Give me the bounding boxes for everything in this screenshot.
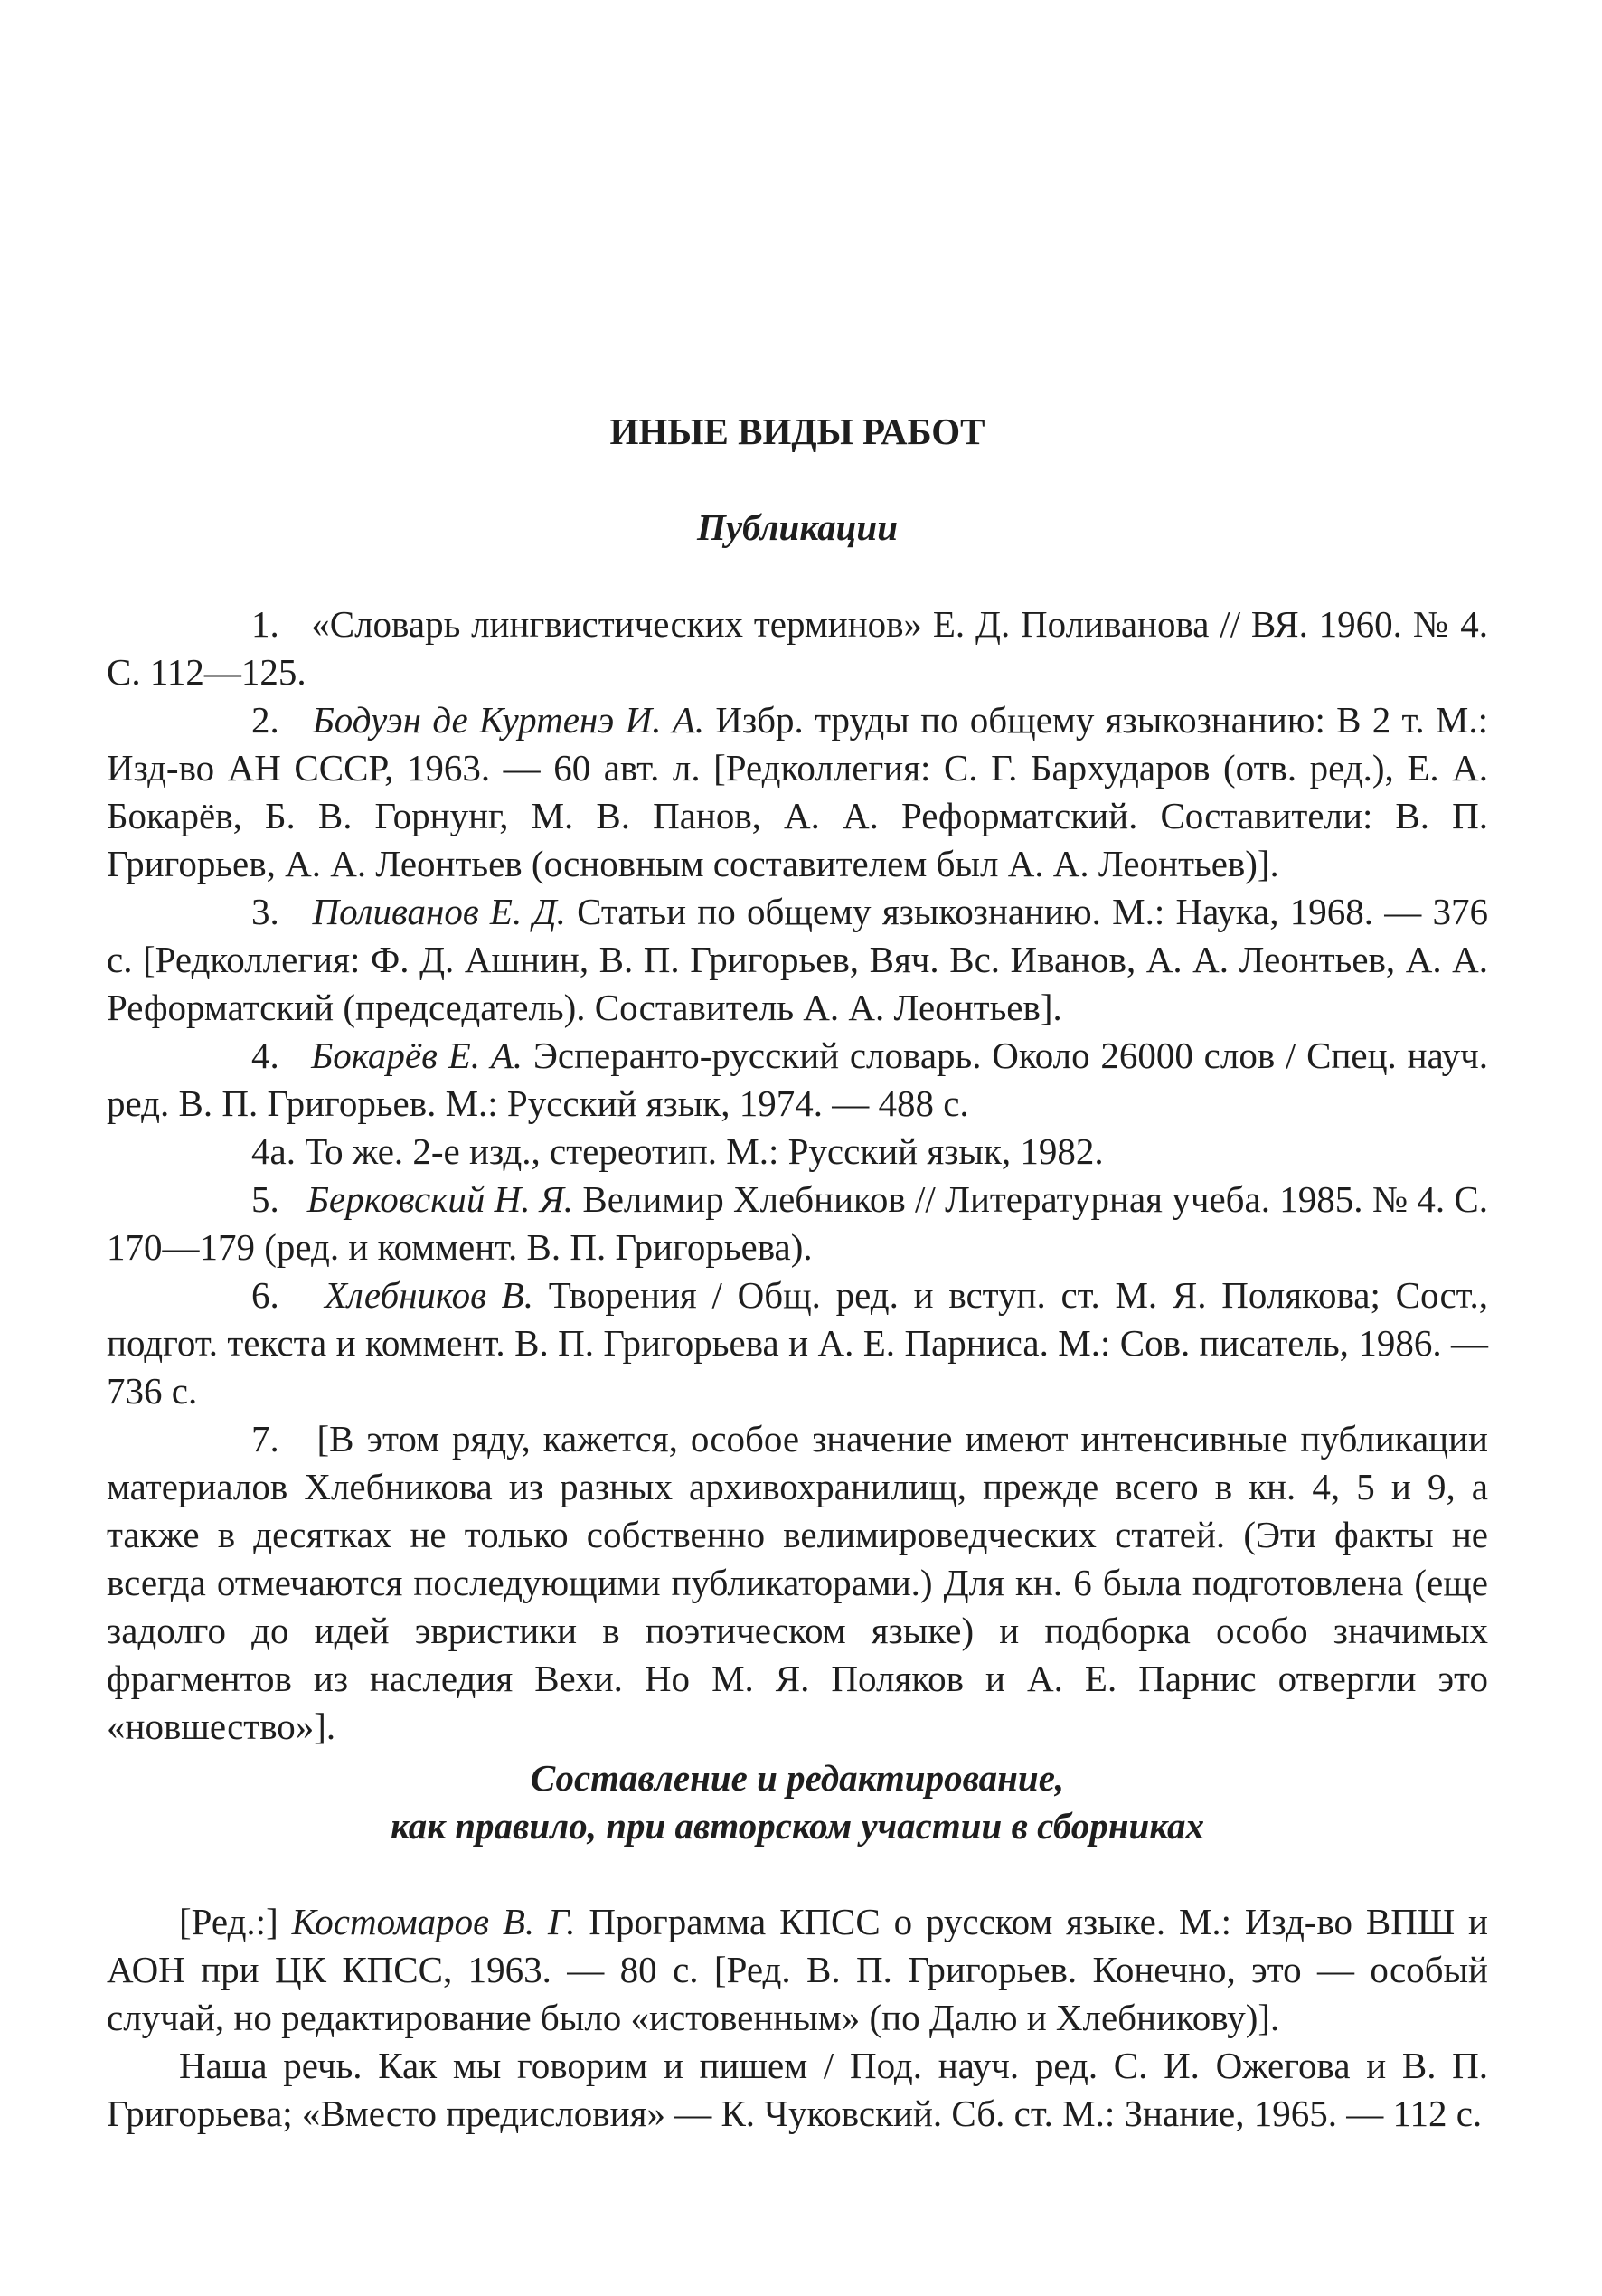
- editing-heading-line-2: как правило, при авторском участии в сборниках: [390, 1805, 1205, 1847]
- publication-entry-3: [107, 888, 1488, 1032]
- publication-entry-6: [107, 1271, 1488, 1415]
- entry-author: Костомаров В. Г.: [291, 1901, 576, 1942]
- publication-entry-2: [107, 696, 1488, 888]
- entry-text: [В этом ряду, кажется, особое значение имеют интенсивные публикации материалов Хлебникова из разных архивохранилищ, прежде всего в кн. 4, 5 и 9, а также в десятках не только собственно велимироведческих статей. (Эти факты не всегда отмечаются последующими публикаторами.) Для кн. 6 была подготовлена (еще задолго до идей эвристики в поэтическом языке) и подборка особо значимых фрагментов из наследия Вехи. Но М. Я. Поляков и А. Е. Парнис отвергли это «новшество»].: [107, 1418, 1489, 1747]
- entry-text: Программа КПСС о русском языке. М.: Изд-во ВПШ и АОН при ЦК КПСС, 1963. — 80 с. [Ред. В. П. Григорьев. Конечно, это — особый случай, но редактирование было «истовенным» (по Далю и Хлебникову)].: [107, 1901, 1488, 2038]
- entry-author: Хлебников В.: [324, 1274, 533, 1316]
- entry-number: 4а.: [251, 1130, 296, 1172]
- entry-number: 7.: [251, 1418, 279, 1460]
- entry-number: 5.: [251, 1178, 279, 1220]
- entry-text: Творения / Общ. ред. и вступ. ст. М. Я. Полякова; Сост., подгот. текста и коммент. В. П. Григорьева и А. Е. Парниса. М.: Сов. писатель, 1986. — 736 с.: [107, 1274, 1489, 1412]
- entry-author: Поливанов Е. Д.: [312, 891, 566, 932]
- publication-entry-4a: [107, 1128, 1488, 1176]
- entry-number: 3.: [251, 891, 279, 932]
- entry-text: «Словарь лингвистических терминов» Е. Д. Поливанова // ВЯ. 1960. № 4. С. 112—125.: [107, 603, 1489, 693]
- entry-text: Избр. труды по общему языкознанию: В 2 т. М.: Изд-во АН СССР, 1963. — 60 авт. л. [Редколлегия: С. Г. Бархударов (отв. ред.), Е. А. Бокарёв, Б. В. Горнунг, М. В. Панов, А. А. Реформатский. Составители: В. П. Григорьев, А. А. Леонтьев (основным составителем был А. А. Леонтьев)].: [107, 699, 1489, 884]
- entry-number: 6.: [251, 1274, 279, 1316]
- entry-text: То же. 2-е изд., стереотип. М.: Русский язык, 1982.: [305, 1130, 1104, 1172]
- entry-prefix: [Ред.:]: [179, 1901, 278, 1942]
- entry-text: Статьи по общему языкознанию. М.: Наука, 1968. — 376 с. [Редколлегия: Ф. Д. Ашнин, В. П. Григорьев, Вяч. Вс. Иванов, А. А. Леонтьев, А. А. Реформатский (председатель). Составитель А. А. Леонтьев].: [107, 891, 1488, 1028]
- publication-entry-5: [107, 1176, 1488, 1271]
- publication-entry-1: [107, 600, 1488, 696]
- entry-number: 4.: [251, 1035, 279, 1076]
- editing-entry-2: [107, 2042, 1488, 2138]
- entry-text: Наша речь. Как мы говорим и пишем / Под. науч. ред. С. И. Ожегова и В. П. Григорьева; «Вместо предисловия» — К. Чуковский. Сб. ст. М.: Знание, 1965. — 112 с.: [107, 2045, 1488, 2134]
- publication-entry-4: [107, 1032, 1488, 1128]
- editing-list: [107, 1898, 1488, 2138]
- entry-author: Берковский Н. Я.: [306, 1178, 574, 1220]
- entry-number: 1.: [251, 603, 279, 645]
- entry-author: Бокарёв Е. А.: [311, 1035, 523, 1076]
- entry-number: 2.: [251, 699, 279, 741]
- entry-author: Бодуэн де Куртенэ И. А.: [312, 699, 705, 741]
- editing-heading-line-1: Составление и редактирование,: [530, 1757, 1065, 1799]
- entry-text: Эсперанто-русский словарь. Около 26000 слов / Спец. науч. ред. В. П. Григорьев. М.: Русский язык, 1974. — 488 с.: [107, 1035, 1489, 1124]
- publication-entry-7: [107, 1415, 1488, 1751]
- entry-text: Велимир Хлебников // Литературная учеба. 1985. № 4. С. 170—179 (ред. и коммент. В. П. Григорьева).: [107, 1178, 1489, 1268]
- section-title: ИНЫЕ ВИДЫ РАБОТ: [609, 411, 985, 452]
- editing-entry-1: [107, 1898, 1488, 2042]
- publications-list: [107, 600, 1488, 1751]
- editing-heading: [107, 1754, 1488, 1850]
- publications-heading: Публикации: [696, 506, 899, 548]
